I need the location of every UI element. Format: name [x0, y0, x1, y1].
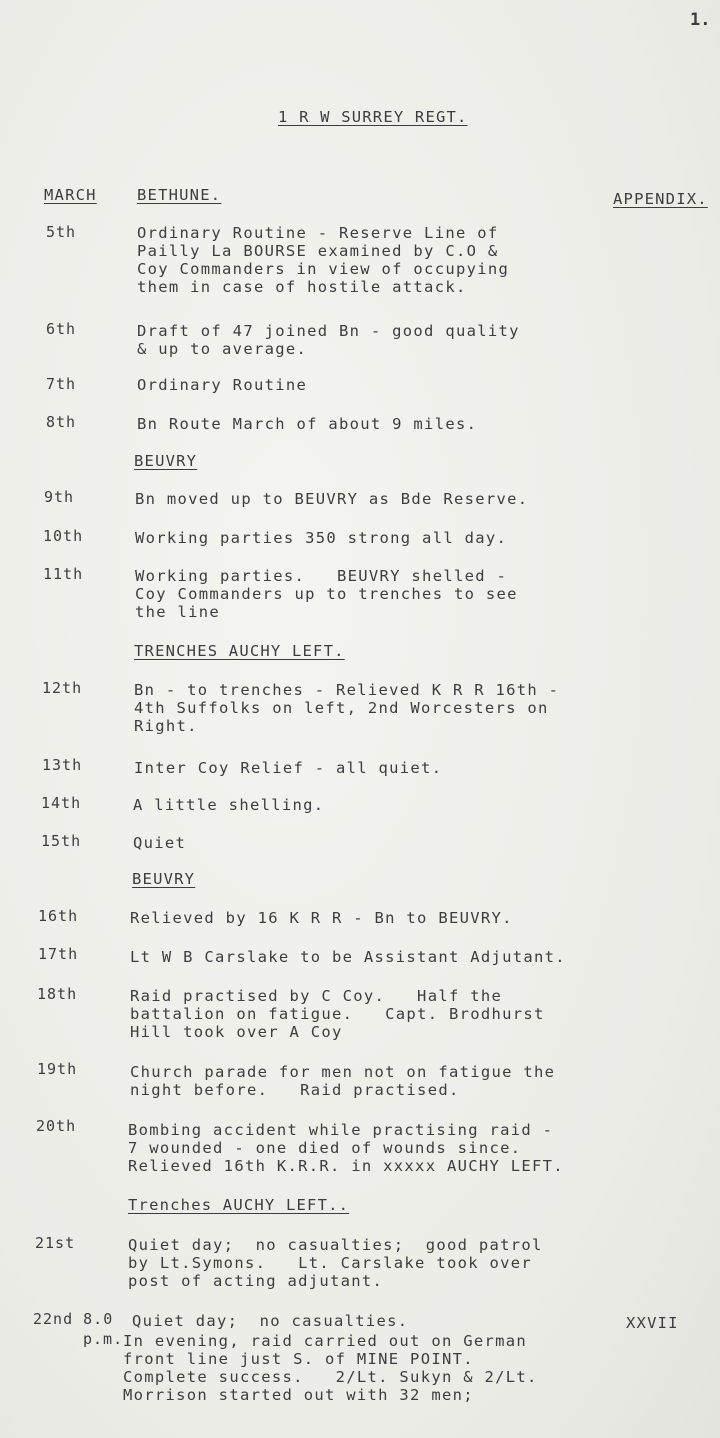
section-heading: TRENCHES AUCHY LEFT. [134, 642, 345, 660]
entry-text: Raid practised by C Coy. Half the battalion on fatigue. Capt. Brodhurst Hill took over A Coy [130, 987, 545, 1041]
entry-text: Draft of 47 joined Bn - good quality & up to average. [137, 322, 520, 358]
entry-day: 18th [37, 985, 78, 1003]
entry-text: Quiet day; no casualties; good patrol by Lt.Symons. Lt. Carslake took over post of acting adjutant. [128, 1236, 543, 1290]
entry-text: Lt W B Carslake to be Assistant Adjutant. [130, 948, 566, 966]
entry-text: Ordinary Routine - Reserve Line of Pailly La BOURSE examined by C.O & Coy Commanders in view of occupying them in case of hostile attack. [137, 224, 510, 296]
entry-day: 5th [46, 223, 77, 241]
entry-day: 14th [41, 794, 82, 812]
entry-day: 22nd 8.0 [33, 1310, 114, 1328]
document-title: 1 R W SURREY REGT. [278, 108, 468, 126]
entry-day: 17th [38, 945, 79, 963]
entry-text: In evening, raid carried out on German front line just S. of MINE POINT. Complete success. 2/Lt. Sukyn & 2/Lt. Morrison started out with 32 men; [123, 1332, 538, 1404]
entry-day: 6th [46, 320, 77, 338]
entry-time-suffix: p.m. [83, 1330, 124, 1348]
location-header: BETHUNE. [137, 186, 222, 204]
section-heading: BEUVRY [134, 452, 198, 470]
entry-text: Quiet [133, 834, 187, 852]
entry-text: Church parade for men not on fatigue the night before. Raid practised. [130, 1063, 556, 1099]
page-number: 1. [690, 10, 711, 30]
entry-day: 12th [42, 679, 83, 697]
entry-day: 19th [37, 1060, 78, 1078]
entry-day: 7th [46, 375, 77, 393]
entry-text: Ordinary Routine [137, 376, 308, 394]
appendix-header: APPENDIX. [613, 190, 708, 208]
entry-text: Relieved by 16 K R R - Bn to BEUVRY. [130, 909, 513, 927]
entry-day: 10th [43, 527, 84, 545]
entry-day: 13th [42, 756, 83, 774]
section-heading: BEUVRY [132, 870, 196, 888]
entry-text: Bn Route March of about 9 miles. [137, 415, 478, 433]
entry-text: Working parties 350 strong all day. [135, 529, 508, 547]
entry-text: Inter Coy Relief - all quiet. [134, 759, 443, 777]
entry-day: 20th [36, 1117, 77, 1135]
month-header: MARCH [44, 186, 97, 204]
section-heading: Trenches AUCHY LEFT.. [128, 1196, 350, 1214]
entry-text: Quiet day; no casualties. [132, 1312, 409, 1330]
entry-text: A little shelling. [133, 796, 325, 814]
entry-text: Bn - to trenches - Relieved K R R 16th - 4th Suffolks on left, 2nd Worcesters on Right. [134, 681, 560, 735]
margin-reference: XXVII [626, 1314, 679, 1332]
entry-day: 15th [41, 832, 82, 850]
entry-day: 9th [44, 488, 75, 506]
entry-text: Bn moved up to BEUVRY as Bde Reserve. [135, 490, 529, 508]
entry-text: Working parties. BEUVRY shelled - Coy Commanders up to trenches to see the line [135, 567, 518, 621]
entry-day: 16th [38, 907, 79, 925]
entry-day: 21st [35, 1234, 76, 1252]
entry-text: Bombing accident while practising raid - 7 wounded - one died of wounds since. Relieved 16th K.R.R. in xxxxx AUCHY LEFT. [128, 1121, 564, 1175]
entry-day: 11th [43, 565, 84, 583]
entry-day: 8th [46, 413, 77, 431]
